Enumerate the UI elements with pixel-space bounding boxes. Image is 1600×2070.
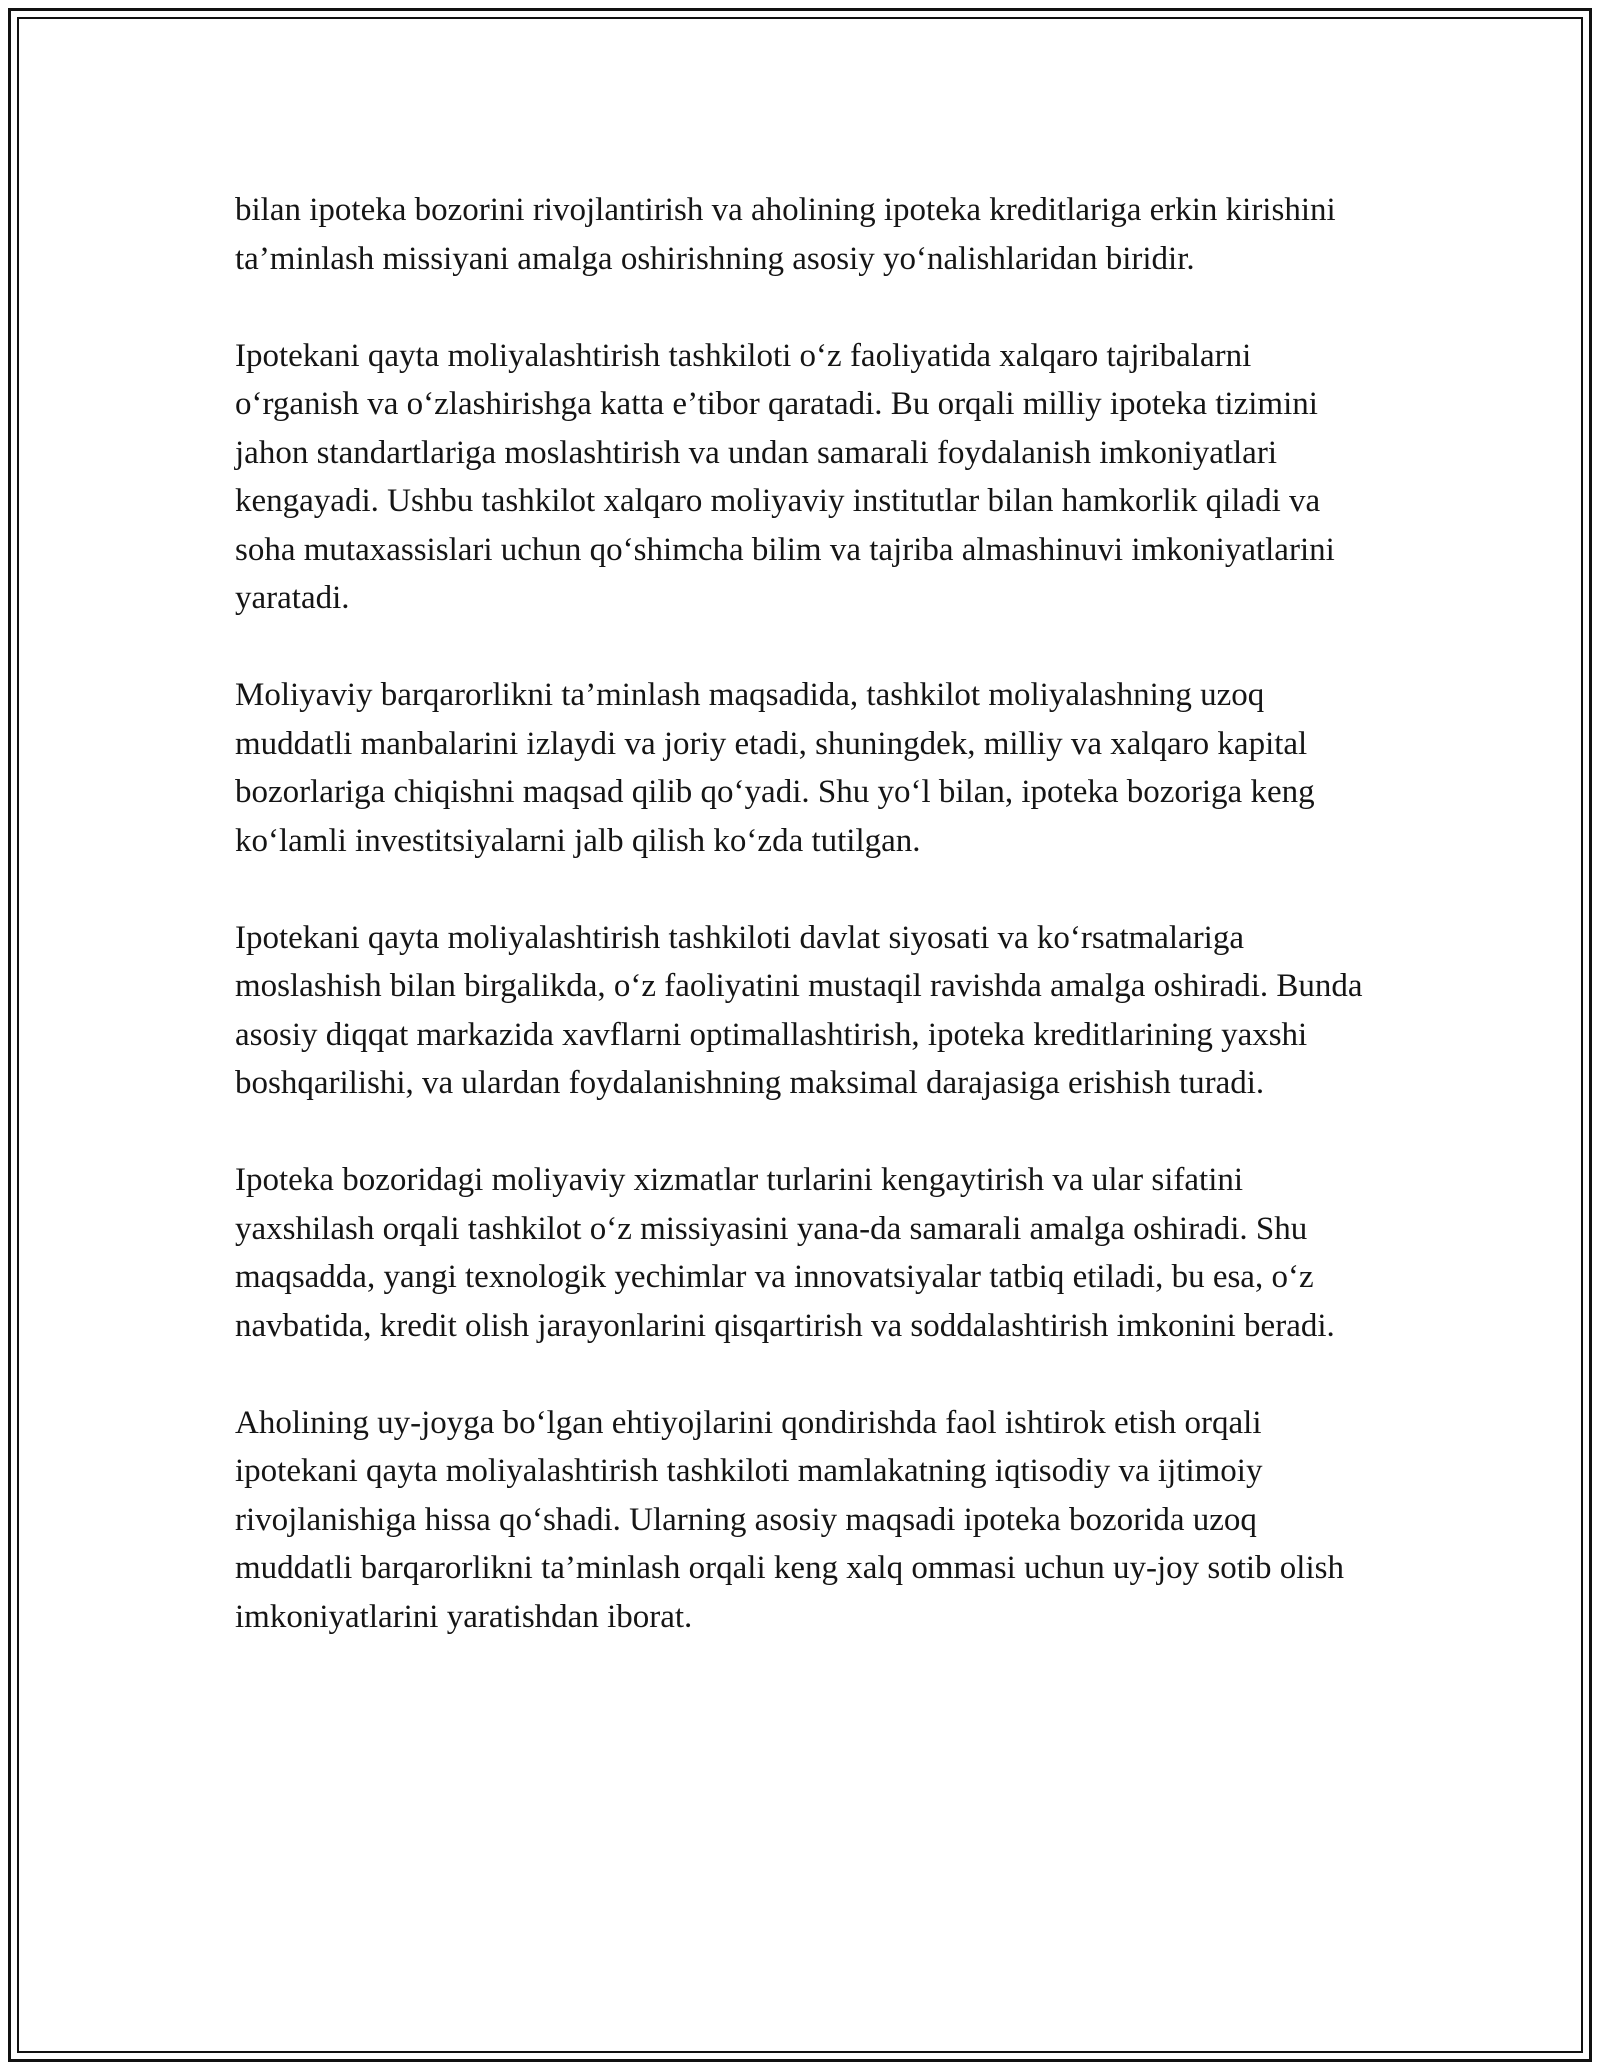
paragraph-1: bilan ipoteka bozorini rivojlantirish va aholining ipoteka kreditlariga erkin kirishini ta’minlash missiyani amalga oshirishning asosiy yo‘nalishlaridan biridir. <box>235 192 1336 277</box>
paragraph-4: Ipotekani qayta moliyalashtirish tashkiloti davlat siyosati va ko‘rsatmalariga moslashish bilan birgalikda, o‘z faoliyatini mustaqil ravishda amalga oshiradi. Bunda asosiy diqqat markazida xavflarni optimallashtirish, ipoteka kreditlarining yaxshi boshqarilishi, va ulardan foydalanishning maksimal darajasiga erishish turadi. <box>235 919 1363 1101</box>
document-body <box>235 186 1375 1690</box>
paragraph-6: Aholining uy-joyga bo‘lgan ehtiyojlarini qondirishda faol ishtirok etish orqali ipotekani qayta moliyalashtirish tashkiloti mamlakatning iqtisodiy va ijtimoiy rivojlanishiga hissa qo‘shadi. Ularning asosiy maqsadi ipoteka bozorida uzoq muddatli barqarorlikni ta’minlash orqali keng xalq ommasi uchun uy-joy sotib olish imkoniyatlarini yaratishdan iborat. <box>235 1404 1344 1635</box>
paragraph-3: Moliyaviy barqarorlikni ta’minlash maqsadida, tashkilot moliyalashning uzoq muddatli manbalarini izlaydi va joriy etadi, shuningdek, milliy va xalqaro kapital bozorlariga chiqishni maqsad qilib qo‘yadi. Shu yo‘l bilan, ipoteka bozoriga keng ko‘lamli investitsiyalarni jalb qilish ko‘zda tutilgan. <box>235 677 1315 859</box>
paragraph-2: Ipotekani qayta moliyalashtirish tashkiloti o‘z faoliyatida xalqaro tajribalarni o‘rganish va o‘zlashirishga katta e’tibor qaratadi. Bu orqali milliy ipoteka tizimini jahon standartlariga moslashtirish va undan samarali foydalanish imkoniyatlari kengayadi. Ushbu tashkilot xalqaro moliyaviy institutlar bilan hamkorlik qiladi va soha mutaxassislari uchun qo‘shimcha bilim va tajriba almashinuvi imkoniyatlarini yaratadi. <box>235 337 1335 616</box>
paragraph-5: Ipoteka bozoridagi moliyaviy xizmatlar turlarini kengaytirish va ular sifatini yaxshilash orqali tashkilot o‘z missiyasini yana-da samarali amalga oshiradi. Shu maqsadda, yangi texnologik yechimlar va innovatsiyalar tatbiq etiladi, bu esa, o‘z navbatida, kredit olish jarayonlarini qisqartirish va soddalashtirish imkonini beradi. <box>235 1162 1335 1344</box>
